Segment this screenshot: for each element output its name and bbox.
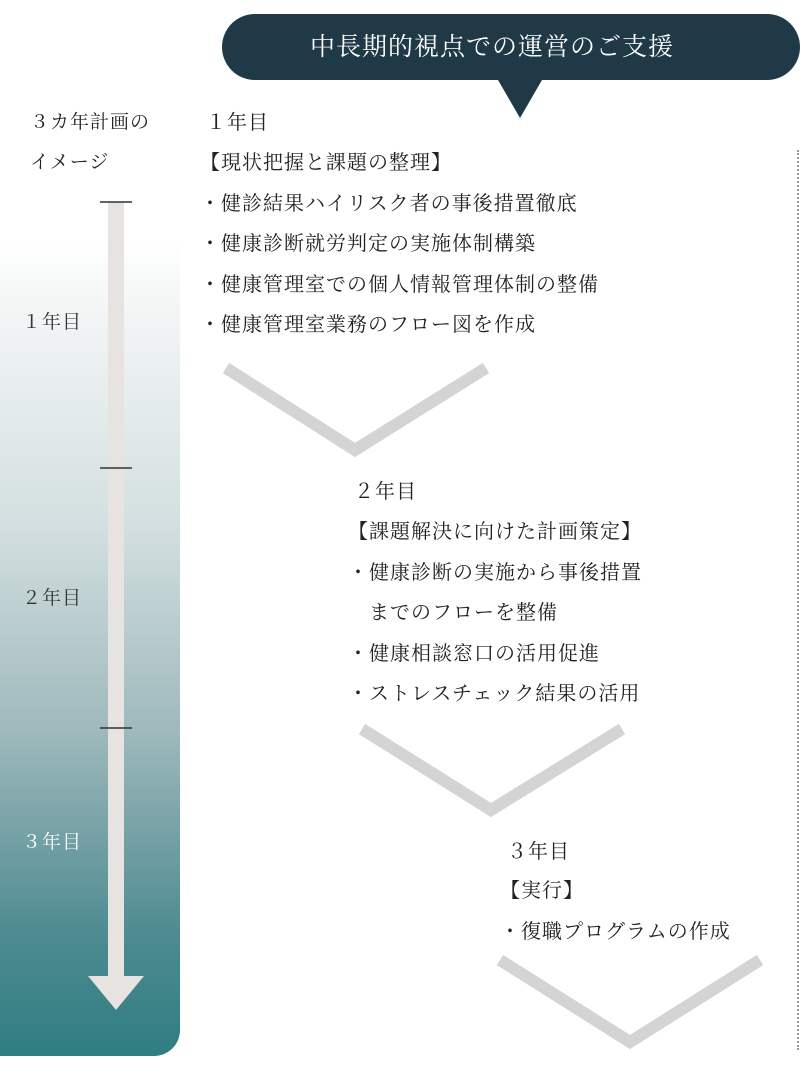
timeline-year-1: １年目 — [22, 311, 83, 333]
step1-year: １年目 — [206, 110, 269, 134]
step2-item-2: までのフローを整備 — [348, 600, 558, 624]
step3-year: ３年目 — [507, 839, 570, 863]
step2-heading: 【課題解決に向けた計画策定】 — [348, 519, 642, 543]
step2-item-3: ・健康相談窓口の活用促進 — [348, 641, 600, 665]
timeline-year-3: ３年目 — [22, 831, 83, 853]
timeline-arrow-shaft — [108, 202, 124, 978]
timeline-arrow-head — [88, 976, 144, 1010]
step3-heading: 【実行】 — [500, 878, 584, 902]
banner-title: 中長期的視点での運営のご支援 — [309, 32, 674, 61]
step3-item-1: ・復職プログラムの作成 — [500, 919, 731, 943]
timeline-heading-line2: イメージ — [30, 151, 110, 173]
step1-heading: 【現状把握と課題の整理】 — [200, 150, 452, 174]
timeline-heading-line1: ３カ年計画の — [30, 111, 151, 133]
step2-item-1: ・健康診断の実施から事後措置 — [348, 560, 642, 584]
step1-item-2: ・健康診断就労判定の実施体制構築 — [200, 231, 536, 255]
step1-item-4: ・健康管理室業務のフロー図を作成 — [200, 312, 536, 336]
step1-item-3: ・健康管理室での個人情報管理体制の整備 — [200, 272, 599, 296]
dotted-divider — [797, 150, 799, 1050]
step1-item-1: ・健診結果ハイリスク者の事後措置徹底 — [200, 191, 578, 215]
step2-item-4: ・ストレスチェック結果の活用 — [348, 681, 641, 705]
timeline-year-2: ２年目 — [22, 587, 83, 609]
step2-year: ２年目 — [354, 479, 417, 503]
